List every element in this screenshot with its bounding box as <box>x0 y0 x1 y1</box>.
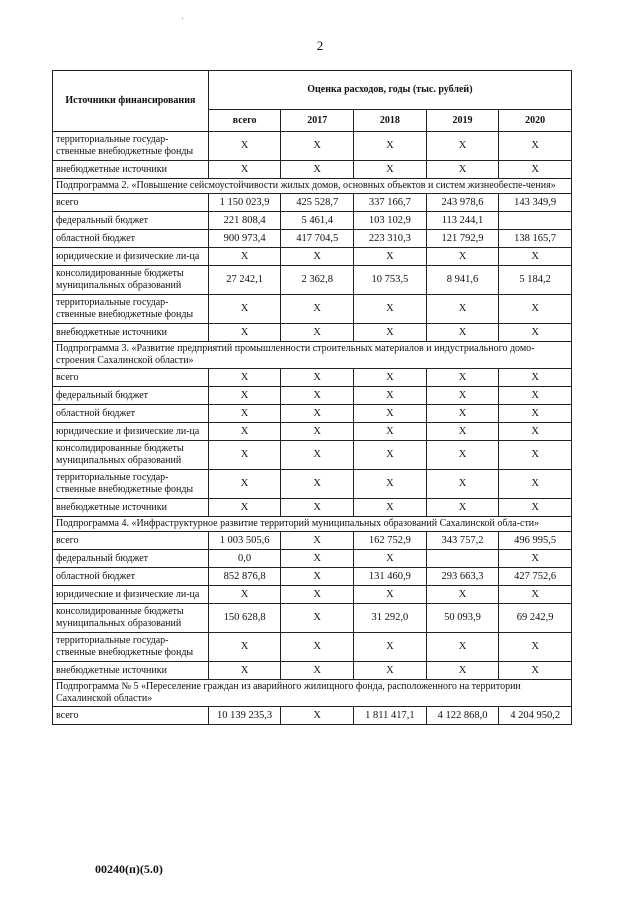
subprogram-title: Подпрограмма № 5 «Переселение граждан из аварийного жилищного фонда, расположенного на территории Сахалинской области» <box>53 680 572 707</box>
value-cell: X <box>281 369 354 387</box>
value-cell: 103 102,9 <box>354 212 427 230</box>
value-cell: 27 242,1 <box>208 266 281 295</box>
value-cell: X <box>354 405 427 423</box>
value-cell: 69 242,9 <box>499 604 572 633</box>
value-cell: 4 122 868,0 <box>426 707 499 725</box>
source-label: консолидированные бюджеты муниципальных образований <box>53 604 209 633</box>
value-cell: 0,0 <box>208 550 281 568</box>
value-cell: X <box>426 324 499 342</box>
table-row <box>53 532 572 550</box>
value-cell: X <box>208 248 281 266</box>
table-row <box>53 405 572 423</box>
value-cell <box>426 550 499 568</box>
value-cell: X <box>281 405 354 423</box>
value-cell: X <box>426 499 499 517</box>
source-label: территориальные государ-ственные внебюджетные фонды <box>53 295 209 324</box>
header-col-2017: 2017 <box>281 110 354 132</box>
value-cell: X <box>208 161 281 179</box>
value-cell: X <box>499 662 572 680</box>
value-cell: X <box>499 423 572 441</box>
value-cell: X <box>354 499 427 517</box>
table-row <box>53 132 572 161</box>
value-cell: X <box>499 405 572 423</box>
value-cell: X <box>281 568 354 586</box>
value-cell: X <box>208 387 281 405</box>
value-cell: X <box>208 499 281 517</box>
value-cell: 10 139 235,3 <box>208 707 281 725</box>
value-cell: X <box>208 662 281 680</box>
source-label: юридические и физические ли-ца <box>53 586 209 604</box>
value-cell: X <box>281 248 354 266</box>
source-label: юридические и физические ли-ца <box>53 248 209 266</box>
value-cell: 243 978,6 <box>426 194 499 212</box>
value-cell: X <box>499 550 572 568</box>
table-row <box>53 248 572 266</box>
header-sources: Источники финансирования <box>53 71 209 132</box>
value-cell: X <box>281 604 354 633</box>
value-cell: X <box>208 132 281 161</box>
value-cell: X <box>208 441 281 470</box>
document-code: 00240(п)(5.0) <box>95 862 163 876</box>
value-cell: 50 093,9 <box>426 604 499 633</box>
source-label: всего <box>53 532 209 550</box>
source-label: внебюджетные источники <box>53 499 209 517</box>
value-cell: 121 792,9 <box>426 230 499 248</box>
source-label: федеральный бюджет <box>53 212 209 230</box>
table-row <box>53 387 572 405</box>
table-row <box>53 212 572 230</box>
value-cell: X <box>281 586 354 604</box>
value-cell: X <box>208 423 281 441</box>
value-cell: 1 811 417,1 <box>354 707 427 725</box>
table-row <box>53 161 572 179</box>
value-cell: X <box>281 132 354 161</box>
source-label: территориальные государ-ственные внебюджетные фонды <box>53 470 209 499</box>
source-label: внебюджетные источники <box>53 161 209 179</box>
value-cell: X <box>499 441 572 470</box>
table-row <box>53 266 572 295</box>
table-row <box>53 369 572 387</box>
header-col-2019: 2019 <box>426 110 499 132</box>
table-row <box>53 423 572 441</box>
table-row <box>53 550 572 568</box>
subprogram-row <box>53 517 572 532</box>
value-cell: X <box>354 132 427 161</box>
table-row <box>53 633 572 662</box>
value-cell: X <box>426 441 499 470</box>
header-col-total: всего <box>208 110 281 132</box>
value-cell: X <box>426 161 499 179</box>
value-cell: X <box>499 586 572 604</box>
source-label: федеральный бюджет <box>53 387 209 405</box>
subprogram-title: Подпрограмма 4. «Инфраструктурное развитие территорий муниципальных образований Сахалинской обла-сти» <box>53 517 572 532</box>
value-cell: 852 876,8 <box>208 568 281 586</box>
value-cell: X <box>426 470 499 499</box>
value-cell: X <box>499 470 572 499</box>
source-label: консолидированные бюджеты муниципальных образований <box>53 441 209 470</box>
value-cell: X <box>426 387 499 405</box>
table-row <box>53 295 572 324</box>
value-cell: X <box>499 499 572 517</box>
value-cell: X <box>354 161 427 179</box>
value-cell: X <box>499 295 572 324</box>
value-cell: 425 528,7 <box>281 194 354 212</box>
value-cell: 337 166,7 <box>354 194 427 212</box>
value-cell: X <box>426 423 499 441</box>
value-cell: X <box>208 369 281 387</box>
value-cell: X <box>499 248 572 266</box>
value-cell: 5 461,4 <box>281 212 354 230</box>
value-cell: X <box>354 470 427 499</box>
page-number: 2 <box>316 38 324 53</box>
source-label: территориальные государ-ственные внебюджетные фонды <box>53 633 209 662</box>
value-cell: 417 704,5 <box>281 230 354 248</box>
value-cell: 427 752,6 <box>499 568 572 586</box>
value-cell: X <box>354 369 427 387</box>
value-cell: X <box>281 423 354 441</box>
value-cell: X <box>426 586 499 604</box>
table-row <box>53 470 572 499</box>
value-cell: X <box>354 441 427 470</box>
value-cell: 2 362,8 <box>281 266 354 295</box>
value-cell <box>499 212 572 230</box>
table-row <box>53 604 572 633</box>
value-cell: 131 460,9 <box>354 568 427 586</box>
source-label: областной бюджет <box>53 405 209 423</box>
value-cell: X <box>426 633 499 662</box>
source-label: областной бюджет <box>53 568 209 586</box>
subprogram-title: Подпрограмма 3. «Развитие предприятий промышленности строительных материалов и индустриального домо-строения Сахалинской области» <box>53 342 572 369</box>
subprogram-row <box>53 680 572 707</box>
value-cell: X <box>281 470 354 499</box>
value-cell: X <box>281 499 354 517</box>
value-cell: 150 628,8 <box>208 604 281 633</box>
value-cell: X <box>281 707 354 725</box>
financing-table <box>52 70 572 725</box>
value-cell: X <box>354 662 427 680</box>
value-cell: X <box>354 550 427 568</box>
subprogram-row <box>53 179 572 194</box>
value-cell: X <box>354 586 427 604</box>
value-cell: 1 150 023,9 <box>208 194 281 212</box>
value-cell: 10 753,5 <box>354 266 427 295</box>
value-cell: X <box>354 324 427 342</box>
value-cell: X <box>499 324 572 342</box>
value-cell: X <box>426 248 499 266</box>
table-row <box>53 441 572 470</box>
value-cell: X <box>354 387 427 405</box>
table-row <box>53 230 572 248</box>
value-cell: X <box>354 295 427 324</box>
value-cell: X <box>281 532 354 550</box>
value-cell: 1 003 505,6 <box>208 532 281 550</box>
header-col-2020: 2020 <box>499 110 572 132</box>
value-cell: 162 752,9 <box>354 532 427 550</box>
value-cell: X <box>281 633 354 662</box>
source-label: юридические и физические ли-ца <box>53 423 209 441</box>
value-cell: 900 973,4 <box>208 230 281 248</box>
value-cell: 143 349,9 <box>499 194 572 212</box>
value-cell: X <box>354 248 427 266</box>
table-body <box>53 132 572 725</box>
value-cell: X <box>281 161 354 179</box>
value-cell: X <box>281 295 354 324</box>
value-cell: X <box>208 295 281 324</box>
table-row <box>53 194 572 212</box>
value-cell: X <box>426 369 499 387</box>
value-cell: 113 244,1 <box>426 212 499 230</box>
source-label: территориальные государ-ственные внебюджетные фонды <box>53 132 209 161</box>
source-label: всего <box>53 369 209 387</box>
source-label: всего <box>53 194 209 212</box>
table-row <box>53 324 572 342</box>
value-cell: X <box>281 387 354 405</box>
value-cell: 31 292,0 <box>354 604 427 633</box>
value-cell: 221 808,4 <box>208 212 281 230</box>
value-cell: X <box>499 387 572 405</box>
subprogram-row <box>53 342 572 369</box>
table-row <box>53 568 572 586</box>
value-cell: X <box>426 662 499 680</box>
value-cell: X <box>354 423 427 441</box>
source-label: областной бюджет <box>53 230 209 248</box>
table-row <box>53 586 572 604</box>
value-cell: X <box>208 633 281 662</box>
table-row <box>53 499 572 517</box>
source-label: внебюджетные источники <box>53 324 209 342</box>
value-cell: 138 165,7 <box>499 230 572 248</box>
value-cell: X <box>426 295 499 324</box>
table-row <box>53 662 572 680</box>
value-cell: X <box>281 662 354 680</box>
source-label: консолидированные бюджеты муниципальных образований <box>53 266 209 295</box>
source-label: внебюджетные источники <box>53 662 209 680</box>
table-row <box>53 707 572 725</box>
value-cell: 8 941,6 <box>426 266 499 295</box>
value-cell: X <box>208 405 281 423</box>
value-cell: 5 184,2 <box>499 266 572 295</box>
value-cell: X <box>354 633 427 662</box>
value-cell: X <box>281 324 354 342</box>
subprogram-title: Подпрограмма 2. «Повышение сейсмоустойчивости жилых домов, основных объектов и систем жизнеобеспе-чения» <box>53 179 572 194</box>
value-cell: X <box>499 161 572 179</box>
value-cell: X <box>499 132 572 161</box>
scan-speck <box>182 18 183 19</box>
value-cell: X <box>426 405 499 423</box>
value-cell: X <box>499 633 572 662</box>
value-cell: X <box>281 441 354 470</box>
value-cell: 496 995,5 <box>499 532 572 550</box>
value-cell: X <box>426 132 499 161</box>
value-cell: X <box>208 586 281 604</box>
header-estimate: Оценка расходов, годы (тыс. рублей) <box>208 71 571 110</box>
value-cell: 293 663,3 <box>426 568 499 586</box>
source-label: федеральный бюджет <box>53 550 209 568</box>
value-cell: X <box>281 550 354 568</box>
value-cell: 343 757,2 <box>426 532 499 550</box>
header-col-2018: 2018 <box>354 110 427 132</box>
value-cell: X <box>499 369 572 387</box>
header-row-top <box>53 71 572 110</box>
value-cell: X <box>208 324 281 342</box>
source-label: всего <box>53 707 209 725</box>
value-cell: 223 310,3 <box>354 230 427 248</box>
value-cell: X <box>208 470 281 499</box>
value-cell: 4 204 950,2 <box>499 707 572 725</box>
